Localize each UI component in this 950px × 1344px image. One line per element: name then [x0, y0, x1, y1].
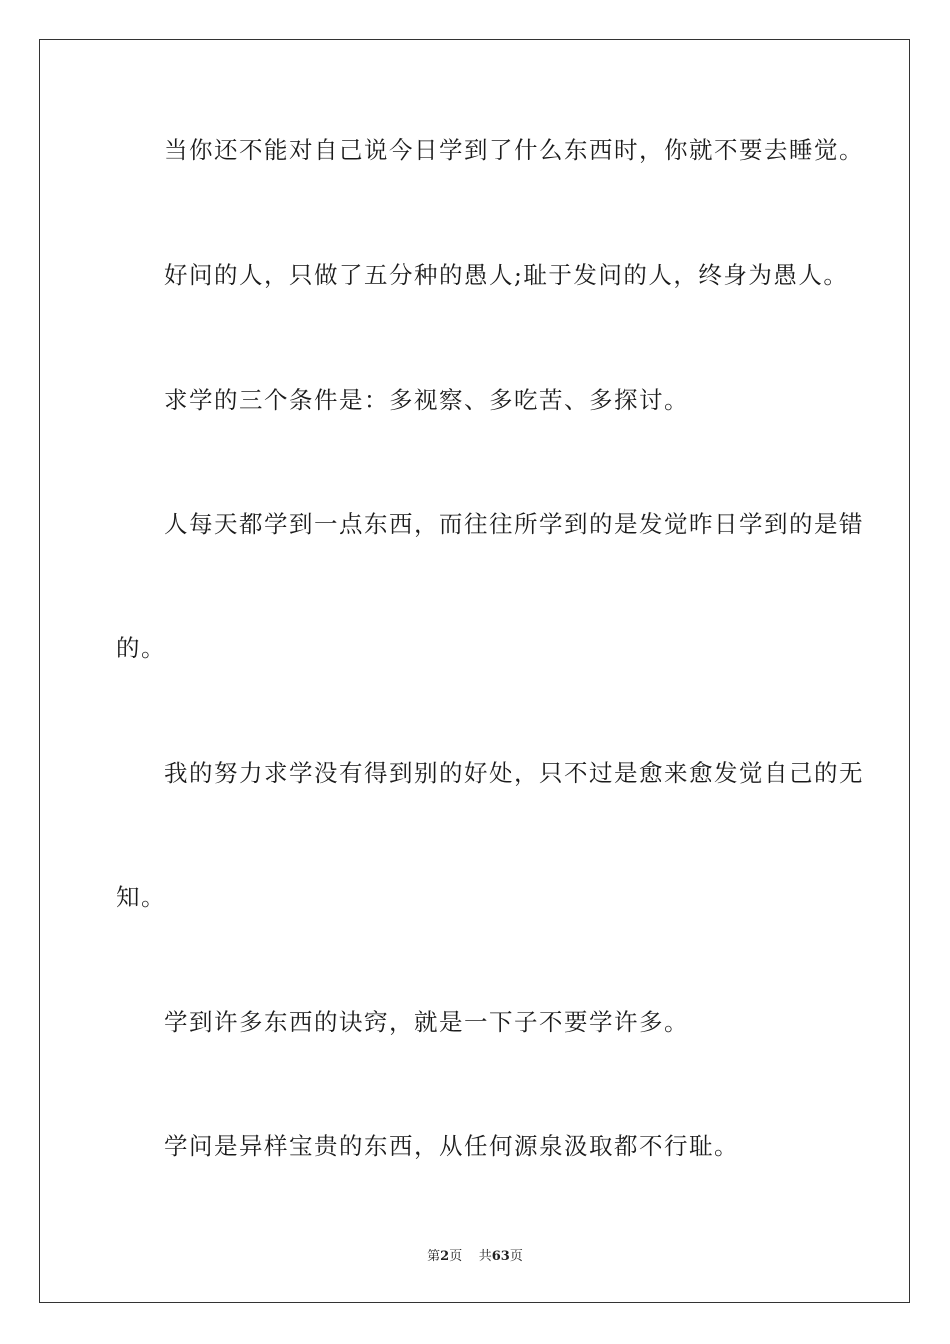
paragraph-1-line-1: 当你还不能对自己说今日学到了什么东西时，你就不要去睡觉。 — [164, 136, 864, 164]
paragraph-5-line-2: 知。 — [116, 883, 166, 911]
paragraph-6-line-1: 学到许多东西的诀窍，就是一下子不要学许多。 — [164, 1008, 689, 1036]
footer-page-suffix: 页 — [449, 1249, 463, 1264]
footer-total-pages: 63 — [491, 1249, 510, 1264]
paragraph-2-line-1: 好问的人，只做了五分种的愚人;耻于发问的人，终身为愚人。 — [164, 261, 849, 289]
paragraph-3-line-1: 求学的三个条件是：多视察、多吃苦、多探讨。 — [164, 386, 689, 414]
footer-page-prefix: 第 — [427, 1249, 441, 1264]
footer-total-suffix: 页 — [509, 1249, 523, 1264]
footer-total-prefix: 共 — [478, 1249, 492, 1264]
paragraph-4-line-1: 人每天都学到一点东西，而往往所学到的是发觉昨日学到的是错 — [164, 510, 864, 538]
footer-page-number: 2 — [440, 1249, 450, 1264]
paragraph-4-line-2: 的。 — [116, 634, 166, 662]
page-footer — [0, 1248, 950, 1266]
paragraph-5-line-1: 我的努力求学没有得到别的好处，只不过是愈来愈发觉自己的无 — [164, 759, 864, 787]
page-border — [39, 39, 910, 1303]
paragraph-7-line-1: 学问是异样宝贵的东西，从任何源泉汲取都不行耻。 — [164, 1132, 739, 1160]
